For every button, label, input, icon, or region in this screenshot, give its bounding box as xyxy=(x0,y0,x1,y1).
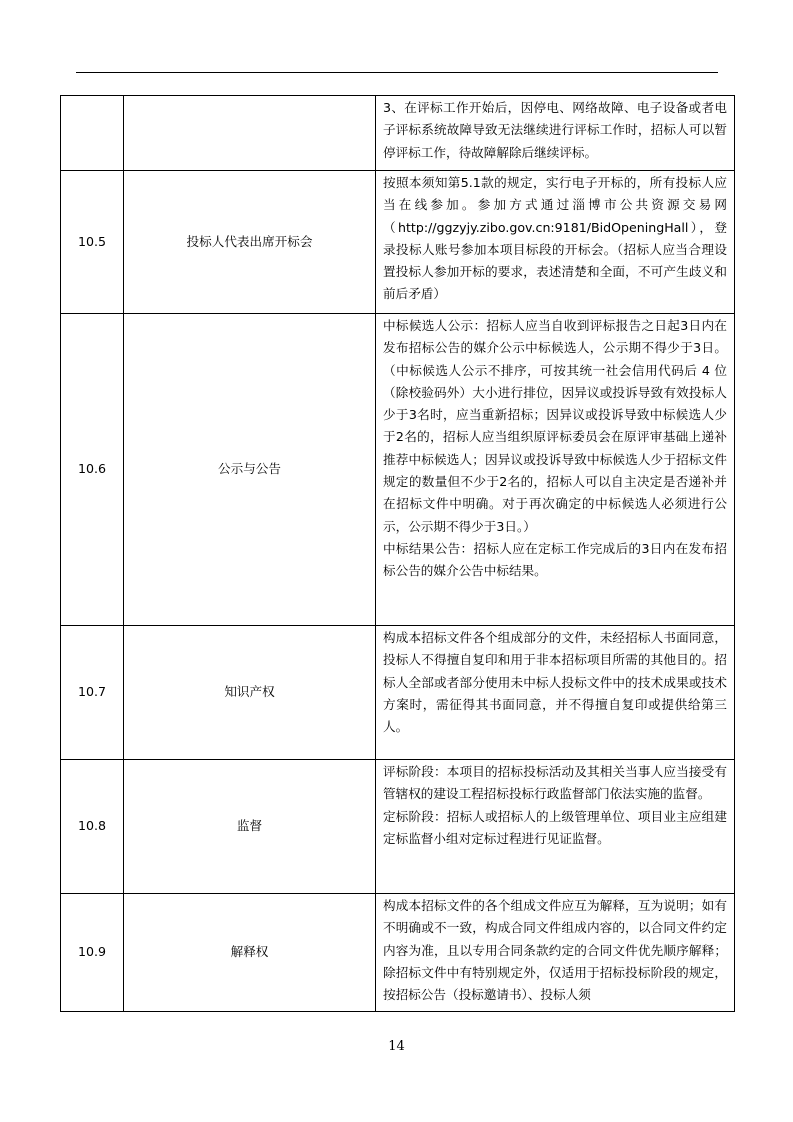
table-row xyxy=(61,314,735,626)
clause-number: 10.8 xyxy=(61,760,124,894)
clause-number xyxy=(61,96,124,171)
clause-number: 10.9 xyxy=(61,894,124,1012)
content-paragraph: 3、在评标工作开始后，因停电、网络故障、电子设备或者电子评标系统故障导致无法继续进行评标工作时，招标人可以暂停评标工作，待故障解除后继续评标。 xyxy=(383,100,727,160)
clause-number: 10.7 xyxy=(61,626,124,760)
clause-title: 公示与公告 xyxy=(124,314,376,626)
table-row xyxy=(61,171,735,314)
content-paragraph: 按照本须知第5.1款的规定，实行电子开标的，所有投标人应当在线参加。参加方式通过淄博市公共资源交易网（http://ggzyjy.zibo.gov.cn:9181/BidOpeningHall），登录投标人账号参加本项目标段的开标会。（招标人应当合理设置投标人参加开标的要求，表述清楚和全面，不可产生歧义和前后矛盾） xyxy=(383,175,727,302)
clause-number: 10.6 xyxy=(61,314,124,626)
table-row xyxy=(61,894,735,1012)
clause-content xyxy=(376,314,735,626)
clause-content xyxy=(376,626,735,760)
clause-content xyxy=(376,894,735,1012)
content-paragraph: 构成本招标文件各个组成部分的文件，未经招标人书面同意，投标人不得擅自复印和用于非本招标项目所需的其他目的。招标人全部或者部分使用未中标人投标文件中的技术成果或技术方案时，需征得其书面同意，并不得擅自复印或提供给第三人。 xyxy=(383,630,727,735)
clause-title: 解释权 xyxy=(124,894,376,1012)
clause-title xyxy=(124,96,376,171)
content-paragraph: 定标阶段：招标人或招标人的上级管理单位、项目业主应组建定标监督小组对定标过程进行见证监督。 xyxy=(383,808,727,846)
clause-title: 投标人代表出席开标会 xyxy=(124,171,376,314)
clause-title: 监督 xyxy=(124,760,376,894)
clause-content xyxy=(376,171,735,314)
header-rule xyxy=(76,72,718,73)
page-number: 14 xyxy=(388,1039,405,1054)
content-paragraph: 构成本招标文件的各个组成文件应互为解释，互为说明；如有不明确或不一致，构成合同文件组成内容的，以合同文件约定内容为准，且以专用合同条款约定的合同文件优先顺序解释；除招标文件中有特别规定外，仅适用于招标投标阶段的规定，按招标公告（投标邀请书）、投标人须 xyxy=(383,898,727,1003)
clause-number: 10.5 xyxy=(61,171,124,314)
content-paragraph: 评标阶段：本项目的招标投标活动及其相关当事人应当接受有管辖权的建设工程招标投标行政监督部门依法实施的监督。 xyxy=(383,764,727,802)
table-row xyxy=(61,96,735,171)
content-paragraph: 中标候选人公示：招标人应当自收到评标报告之日起3日内在发布招标公告的媒介公示中标候选人，公示期不得少于3日。（中标候选人公示不排序，可按其统一社会信用代码后 4 位（除校验码外）大小进行排位，因异议或投诉导致有效投标人少于3名时，应当重新招标；因异议或投诉导致中标候选人少于2名的，招标人应当组织原评标委员会在原评审基础上递补推荐中标候选人；因异议或投诉导致中标候选人少于招标文件规定的数量但不少于2名的，招标人可以自主决定是否递补并在招标文件中明确。对于再次确定的中标候选人必须进行公示，公示期不得少于3日。） xyxy=(383,318,727,534)
clause-content xyxy=(376,96,735,171)
table-row xyxy=(61,626,735,760)
content-paragraph: 中标结果公告：招标人应在定标工作完成后的3日内在发布招标公告的媒介公告中标结果。 xyxy=(383,540,727,579)
table-row xyxy=(61,760,735,894)
clause-content xyxy=(376,760,735,894)
clause-title: 知识产权 xyxy=(124,626,376,760)
clause-table xyxy=(60,95,735,1012)
